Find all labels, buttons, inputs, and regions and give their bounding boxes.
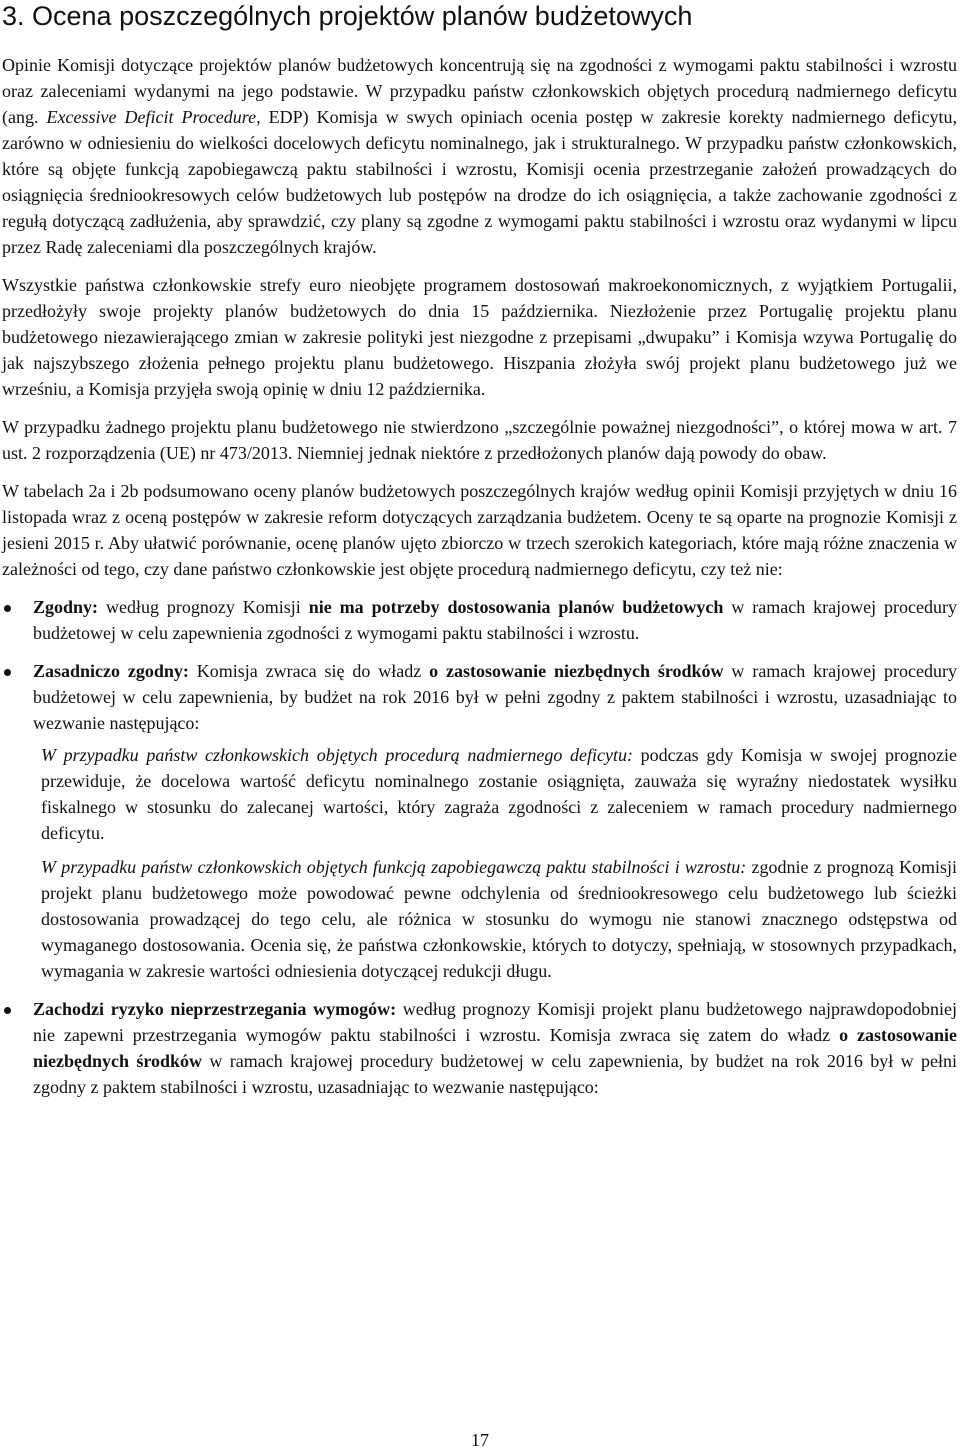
- category-text: według prognozy Komisji projekt planu budżetowego najprawdopodobniej nie zapewni przestrzegania wymogów paktu stabilności i wzrostu. Komisja zwraca się zatem do władz: [33, 999, 957, 1045]
- list-item-broadly-compliant: [2, 658, 957, 984]
- paragraph-submissions: Wszystkie państwa członkowskie strefy euro nieobjęte programem dostosowań makroekonomicznych, z wyjątkiem Portugalii, przedłożyły swoje projekty planów budżetowych do dnia 15 października. Niezłożenie przez Portugalię projektu planu budżetowego niezawierającego zmian w zakresie polityki jest niezgodne z przepisami „dwupaku” i Komisja wzywa Portugalię do jak najszybszego złożenia pełnego projektu planu budżetowego. Hiszpania złożyła swój projekt planu budżetowego już we wrześniu, a Komisja przyjęła swoją opinię w dniu 12 października.: [2, 275, 957, 399]
- category-text: w ramach krajowej procedury budżetowej w celu zapewnienia, by budżet na rok 2016 był w pełni zgodny z paktem stabilności i wzrostu, uzasadniając to wezwanie następująco:: [33, 1051, 957, 1097]
- paragraph-tables-summary: W tabelach 2a i 2b podsumowano oceny planów budżetowych poszczególnych krajów według opinii Komisji przyjętych w dniu 16 listopada wraz z oceną postępów w zakresie reform dotyczących zarządzania budżetem. Oceny te są oparte na prognozie Komisji z jesieni 2015 r. Aby ułatwić porównanie, ocenę planów ujęto zbiorczo w trzech szerokich kategoriach, które mają różne znaczenia w zależności od tego, czy dane państwo członkowskie jest objęte procedurą nadmiernego deficytu, czy też nie:: [2, 481, 957, 579]
- category-term: Zasadniczo zgodny:: [33, 661, 189, 681]
- sub-explanations: [41, 742, 957, 984]
- edp-term: Excessive Deficit Procedure: [46, 107, 257, 127]
- sub-heading: W przypadku państw członkowskich objętych procedurą nadmiernego deficytu:: [41, 745, 633, 765]
- sub-paragraph-edp: [41, 742, 957, 846]
- category-text: w ramach krajowej procedury budżetowej w celu zapewnienia, by budżet na rok 2016 był w pełni zgodny z paktem stabilności i wzrostu, uzasadniając to wezwanie następująco:: [33, 661, 958, 733]
- assessment-categories-list: [2, 594, 957, 1100]
- emphasis-text: o zastosowanie niezbędnych środków: [33, 1025, 958, 1071]
- emphasis-text: o zastosowanie niezbędnych środków: [429, 661, 724, 681]
- category-text: według prognozy Komisji: [98, 597, 309, 617]
- emphasis-text: nie ma potrzeby dostosowania planów budżetowych: [308, 597, 724, 617]
- sub-text: zgodnie z prognozą Komisji projekt planu budżetowego może powodować pewne odchylenia od średniookresowego celu budżetowego lub ścieżki dostosowania prowadzącej do tego celu, ale różnica w stosunku do wymogu nie stanowi znacznego odstępstwa od wymaganego dostosowania. Ocenia się, że państwa członkowskie, których to dotyczy, spełniają, w stosownych przypadkach, wymagania w zakresie wartości odniesienia dotyczącej redukcji długu.: [41, 857, 957, 981]
- list-item-compliant: [2, 594, 957, 646]
- category-text: w ramach krajowej procedury budżetowej w celu zapewnienia zgodności z wymogami paktu stabilności i wzrostu.: [33, 597, 957, 643]
- section-heading: 3. Ocena poszczególnych projektów planów budżetowych: [2, 1, 693, 31]
- bullet-icon: [4, 1007, 11, 1014]
- document-body: [2, 52, 957, 1112]
- list-item-risk-of-noncompliance: [2, 996, 957, 1100]
- category-term: Zachodzi ryzyko nieprzestrzegania wymogów:: [33, 999, 397, 1019]
- paragraph-assessment-focus: [2, 52, 957, 260]
- sub-heading: W przypadku państw członkowskich objętych funkcją zapobiegawczą paktu stabilności i wzrostu:: [41, 857, 747, 877]
- paragraph-text: , EDP) Komisja w swych opiniach ocenia postęp w zakresie korekty nadmiernego deficytu, zarówno w odniesieniu do wielkości docelowych deficytu nominalnego, jak i strukturalnego. W przypadku państw członkowskich, które są objęte funkcją zapobiegawczą paktu stabilności i wzrostu, Komisji ocenia przestrzeganie założeń prowadzących do osiągnięcia średniookresowych celów budżetowych lub postępów na drodze do ich osiągnięcia, a także zachowanie zgodności z regułą dotyczącą zadłużenia, aby sprawdzić, czy plany są zgodne z wymogami paktu stabilności i wzrostu oraz wydanymi w lipcu przez Radę zaleceniami dla poszczególnych krajów.: [2, 107, 958, 257]
- sub-text: podczas gdy Komisja w swojej prognozie przewiduje, że docelowa wartość deficytu nominalnego zostanie osiągnięta, zauważa się wyraźny niedostatek wysiłku fiskalnego w stosunku do zalecanej wartości, który zagraża zgodności z zaleceniem w ramach procedury nadmiernego deficytu.: [41, 745, 958, 843]
- paragraph-text: Opinie Komisji dotyczące projektów planów budżetowych koncentrują się na zgodności z wymogami paktu stabilności i wzrostu oraz zaleceniami wydanymi na jego podstawie. W przypadku państw członkowskich objętych procedurą nadmiernego deficytu (ang.: [2, 55, 957, 127]
- page-number: 17: [471, 1430, 489, 1450]
- paragraph-no-noncompliance: W przypadku żadnego projektu planu budżetowego nie stwierdzono „szczególnie poważnej niezgodności”, o której mowa w art. 7 ust. 2 rozporządzenia (UE) nr 473/2013. Niemniej jednak niektóre z przedłożonych planów dają powody do obaw.: [2, 417, 957, 463]
- category-text: Komisja zwraca się do władz: [188, 661, 430, 681]
- category-term: Zgodny:: [33, 597, 99, 617]
- bullet-icon: [4, 669, 11, 676]
- sub-paragraph-preventive: [41, 854, 957, 984]
- bullet-icon: [4, 605, 11, 612]
